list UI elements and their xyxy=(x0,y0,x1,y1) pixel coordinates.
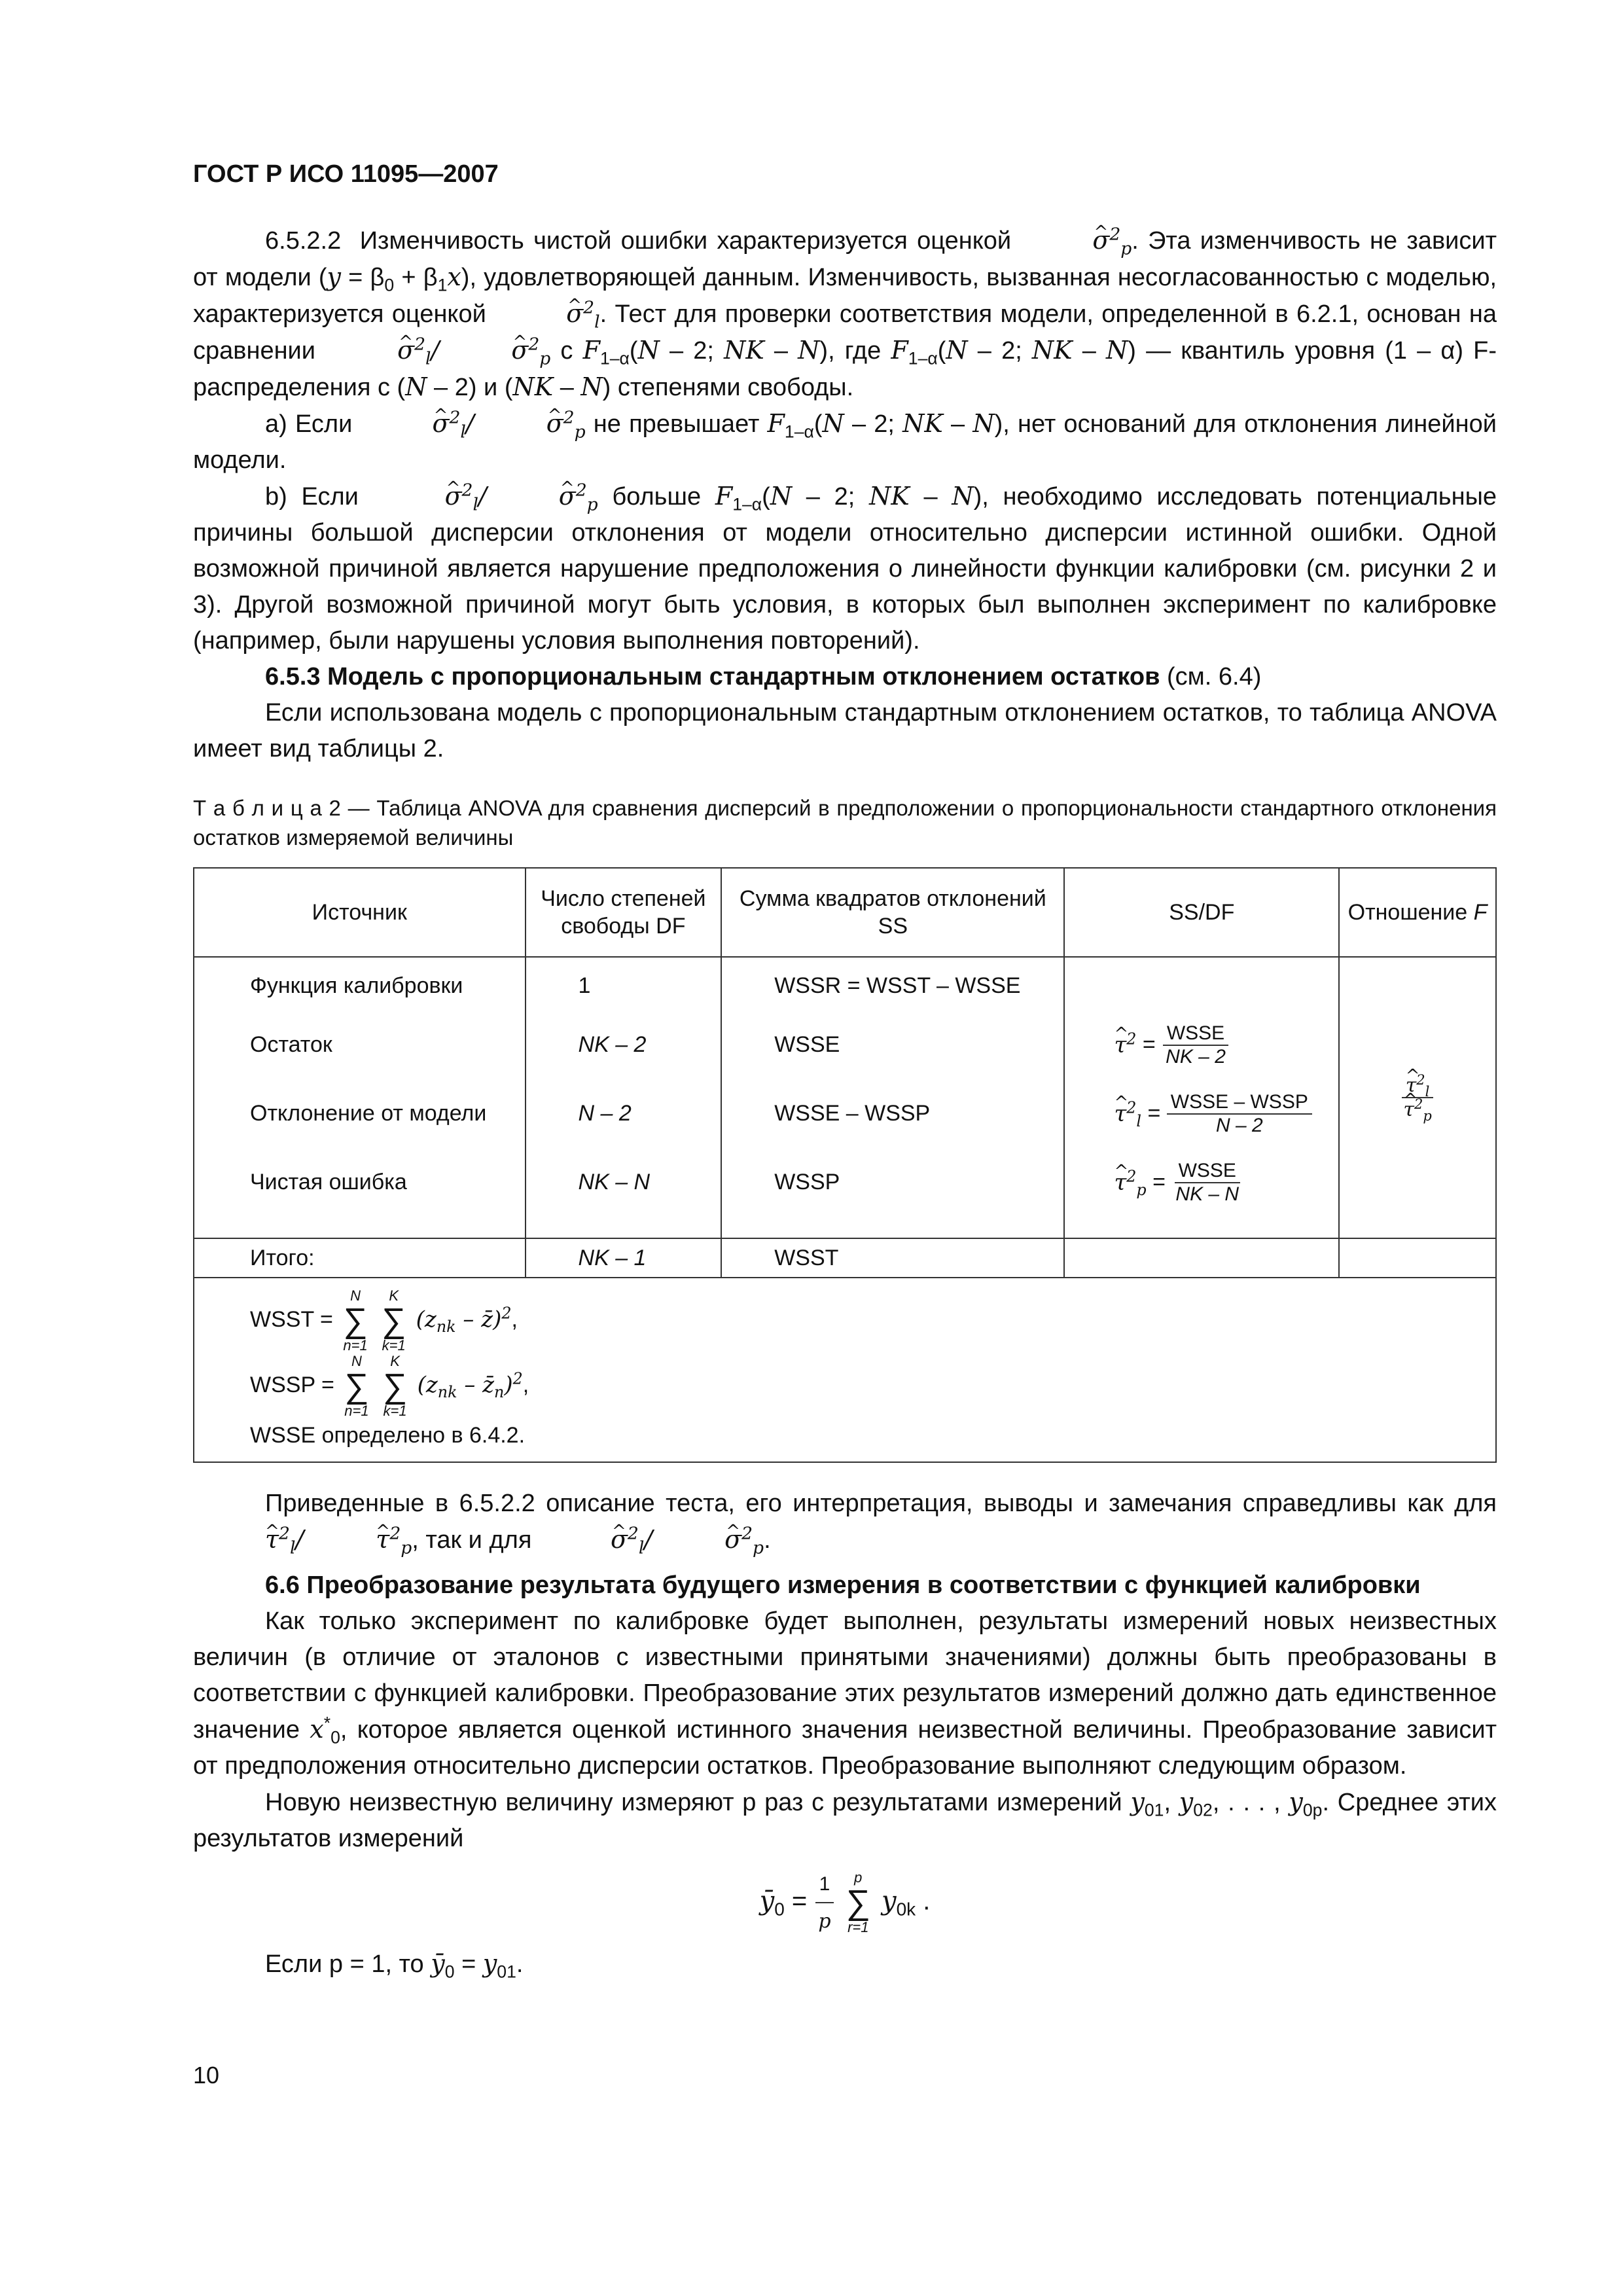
header-source: Источник xyxy=(194,868,526,957)
total-df: NK – 1 xyxy=(526,1238,722,1278)
total-source: Итого: xyxy=(194,1238,526,1278)
formula-quantile: F xyxy=(582,336,600,365)
table-notes-row xyxy=(194,1278,1496,1462)
table-body-row xyxy=(194,957,1496,1238)
ss-calibration: WSSR = WSST – WSSE xyxy=(774,973,1021,998)
section-after-table xyxy=(193,1486,1497,1982)
ssdf-pure-error: ^ $\tau^2_p$ = $\frac{\text{WSSE}}{NK - N}$ xyxy=(1114,1148,1338,1217)
note-wsse: WSSE определено в 6.4.2. xyxy=(250,1423,526,1448)
section-6-5-3-heading: 6.5.3 Модель с пропорциональным стандартным отклонением остатков (см. 6.4) xyxy=(265,663,1262,691)
document-header: ГОСТ Р ИСО 11095—2007 xyxy=(193,160,499,188)
note-wssp: WSSP = N ∑ n=1 K ∑ k=1 ($z_{nk}$ – $z̄_n)^2$, xyxy=(250,1353,529,1419)
paragraph-6-6-2: Новую неизвестную величину измеряют p раз с результатами измерений $y_{01}$, $y_{02}$, . . . , $y_{0p}$. Среднее этих результатов измерений xyxy=(193,1787,1497,1852)
formula-model: y xyxy=(327,262,342,291)
page-number: 10 xyxy=(193,2062,220,2089)
text-fragment: Тест для проверки соответствия модели, определенной в 6.2.1, основан на сравнении xyxy=(193,300,1497,365)
paragraph-6-5-2-2: 6.5.2.2 Изменчивость чистой ошибки характеризуется оценкой ^ $\sigma^2_p$. Эта изменчивость не зависит от модели $(y = \beta_0 + \beta_1x)$, удовлетворяющей данным. Изменчивость, вызванная несогласованностью с моделью, характеризуется оценкой ^ $\sigma^2_l$. Тест для проверки соответствия модели, определенной в 6.2.1, основан на сравнении ^ $\sigma^2_l/\^{}$ $\sigma^2_p$ с $F_{1-\alpha}(N - 2$; NK – N), где $F_{1-\alpha}(N - 2$; NK – N) — квантиль уровня (1 – α) F-распределения с (N – 2) и (NK – N) степенями свободы. xyxy=(193,223,1497,406)
paragraph-6-6-1: Как только эксперимент по калибровке будет выполнен, результаты измерений новых неизвестных величин (в отличие от эталонов с известными принятыми значениями) должны быть преобразованы в соответствии с функцией калибровки. Преобразование этих результатов измерений должно дать единственное значение $x^*_0$, которое является оценкой истинного значения неизвестной величины. Преобразование зависит от предположения относительно дисперсии остатков. Преобразование выполняют следующим образом. xyxy=(193,1607,1497,1780)
header-f-ratio: Отношение F xyxy=(1339,868,1496,957)
header-ssdf: SS/DF xyxy=(1064,868,1339,957)
paragraph-after-table: Приведенные в 6.5.2.2 описание теста, его интерпретация, выводы и замечания справедливы как для ^ $\tau^2_l/\^{}$ $\tau^2_p$, так и для ^ $\sigma^2_l/\^{}$ $\sigma^2_p$. xyxy=(193,1486,1497,1558)
header-ss: Сумма квадратов отклонений SS xyxy=(721,868,1064,957)
formula-mean: $ȳ_0$ = $\frac{1}{p}$ p ∑ r=1 $y_{0k}$ . xyxy=(193,1866,1497,1939)
section-6-5-3-text: Если использована модель с пропорциональным стандартным отклонением остатков, то таблица ANOVA имеет вид таблицы 2. xyxy=(193,699,1497,762)
df-lack-of-fit: N – 2 xyxy=(578,1101,632,1126)
df-calibration: 1 xyxy=(578,973,591,998)
text-fragment: — квантиль уровня (1 – α) F-распределения с xyxy=(193,337,1497,401)
source-calibration: Функция калибровки xyxy=(250,973,463,998)
table-caption: Т а б л и ц а 2 — Таблица ANOVA для сравнения дисперсий в предположении о пропорциональности стандартного отклонения остатков измеряемой величины xyxy=(193,796,1497,850)
section-6-5-2-2 xyxy=(193,223,1497,767)
paragraph-6-6-3: Если p = 1, то $ȳ_0 = y_{01}$. xyxy=(265,1949,524,1982)
formula-sigma-l: ^ $\sigma^2_l$ xyxy=(494,299,599,328)
formula-ratio: ^ $\sigma^2_l/\^{}$ $\sigma^2_p$ xyxy=(325,336,550,365)
header-df: Число степеней свободы DF xyxy=(526,868,722,957)
list-item-b: b) Если ^ $\sigma^2_l/\^{}$ $\sigma^2_p$ больше $F_{1-\alpha}(N - 2$; NK – N), необходимо исследовать потенциальные причины большой дисперсии отклонения от модели относительно дисперсии истинной ошибки. Одной возможной причиной является нарушение предположения о линейности функции калибровки (см. рисунки 2 и 3). Другой возможной причиной могут быть условия, в которых был выполнен эксперимент по калибровке (например, были нарушены условия выполнения повторений). xyxy=(193,478,1497,659)
anova-table xyxy=(193,867,1497,1463)
f-ratio-formula: ^ $\tau^2_l$ ^ $\tau^2_p$ xyxy=(1399,1074,1435,1121)
table-total-row xyxy=(194,1238,1496,1278)
text-fragment: удовлетворяющей данным. Изменчивость, вызванная несогласованностью с моделью, характеризуется оценкой xyxy=(193,264,1497,328)
ss-pure-error: WSSP xyxy=(774,1170,840,1194)
ssdf-lack-of-fit: ^ $\tau^2_l$ = $\frac{\text{WSSE – WSSP}}{N - 2}$ xyxy=(1114,1079,1338,1148)
note-wsst: WSST = N ∑ n=1 K ∑ k=1 ($z_{nk}$ – z̄)$^2$, xyxy=(250,1287,518,1354)
total-ss: WSST xyxy=(721,1238,1064,1278)
list-item-a: a) Если ^ $\sigma^2_l/\^{}$ $\sigma^2_p$ не превышает $F_{1-\alpha}(N - 2$; NK – N), нет оснований для отклонения линейной модели. xyxy=(193,406,1497,478)
source-pure-error: Чистая ошибка xyxy=(250,1170,407,1194)
df-residual: NK – 2 xyxy=(578,1032,647,1057)
formula-sigma-p: ^ $\sigma^2_p$ xyxy=(1020,226,1132,255)
section-6-6-heading: 6.6 Преобразование результата будущего измерения в соответствии с функцией калибровки xyxy=(265,1571,1421,1599)
text-fragment: степенями свободы. xyxy=(617,374,854,401)
ss-residual: WSSE xyxy=(774,1032,840,1057)
text-fragment: Изменчивость чистой ошибки характеризуется оценкой xyxy=(359,227,1012,255)
df-pure-error: NK – N xyxy=(578,1170,651,1194)
section-number: 6.5.2.2 xyxy=(265,227,342,255)
text-fragment: Эта изменчивость не зависит от модели xyxy=(193,227,1497,291)
ssdf-residual: ^ $\tau^2$ = $\frac{\text{WSSE}}{NK - 2}$ xyxy=(1114,1011,1338,1079)
text-fragment: где xyxy=(844,337,882,365)
f-ratio-cell xyxy=(1339,957,1496,1238)
source-lack-of-fit: Отклонение от модели xyxy=(250,1101,487,1126)
table-header-row xyxy=(194,868,1496,957)
source-residual: Остаток xyxy=(250,1032,332,1057)
ss-lack-of-fit: WSSE – WSSP xyxy=(774,1101,931,1126)
